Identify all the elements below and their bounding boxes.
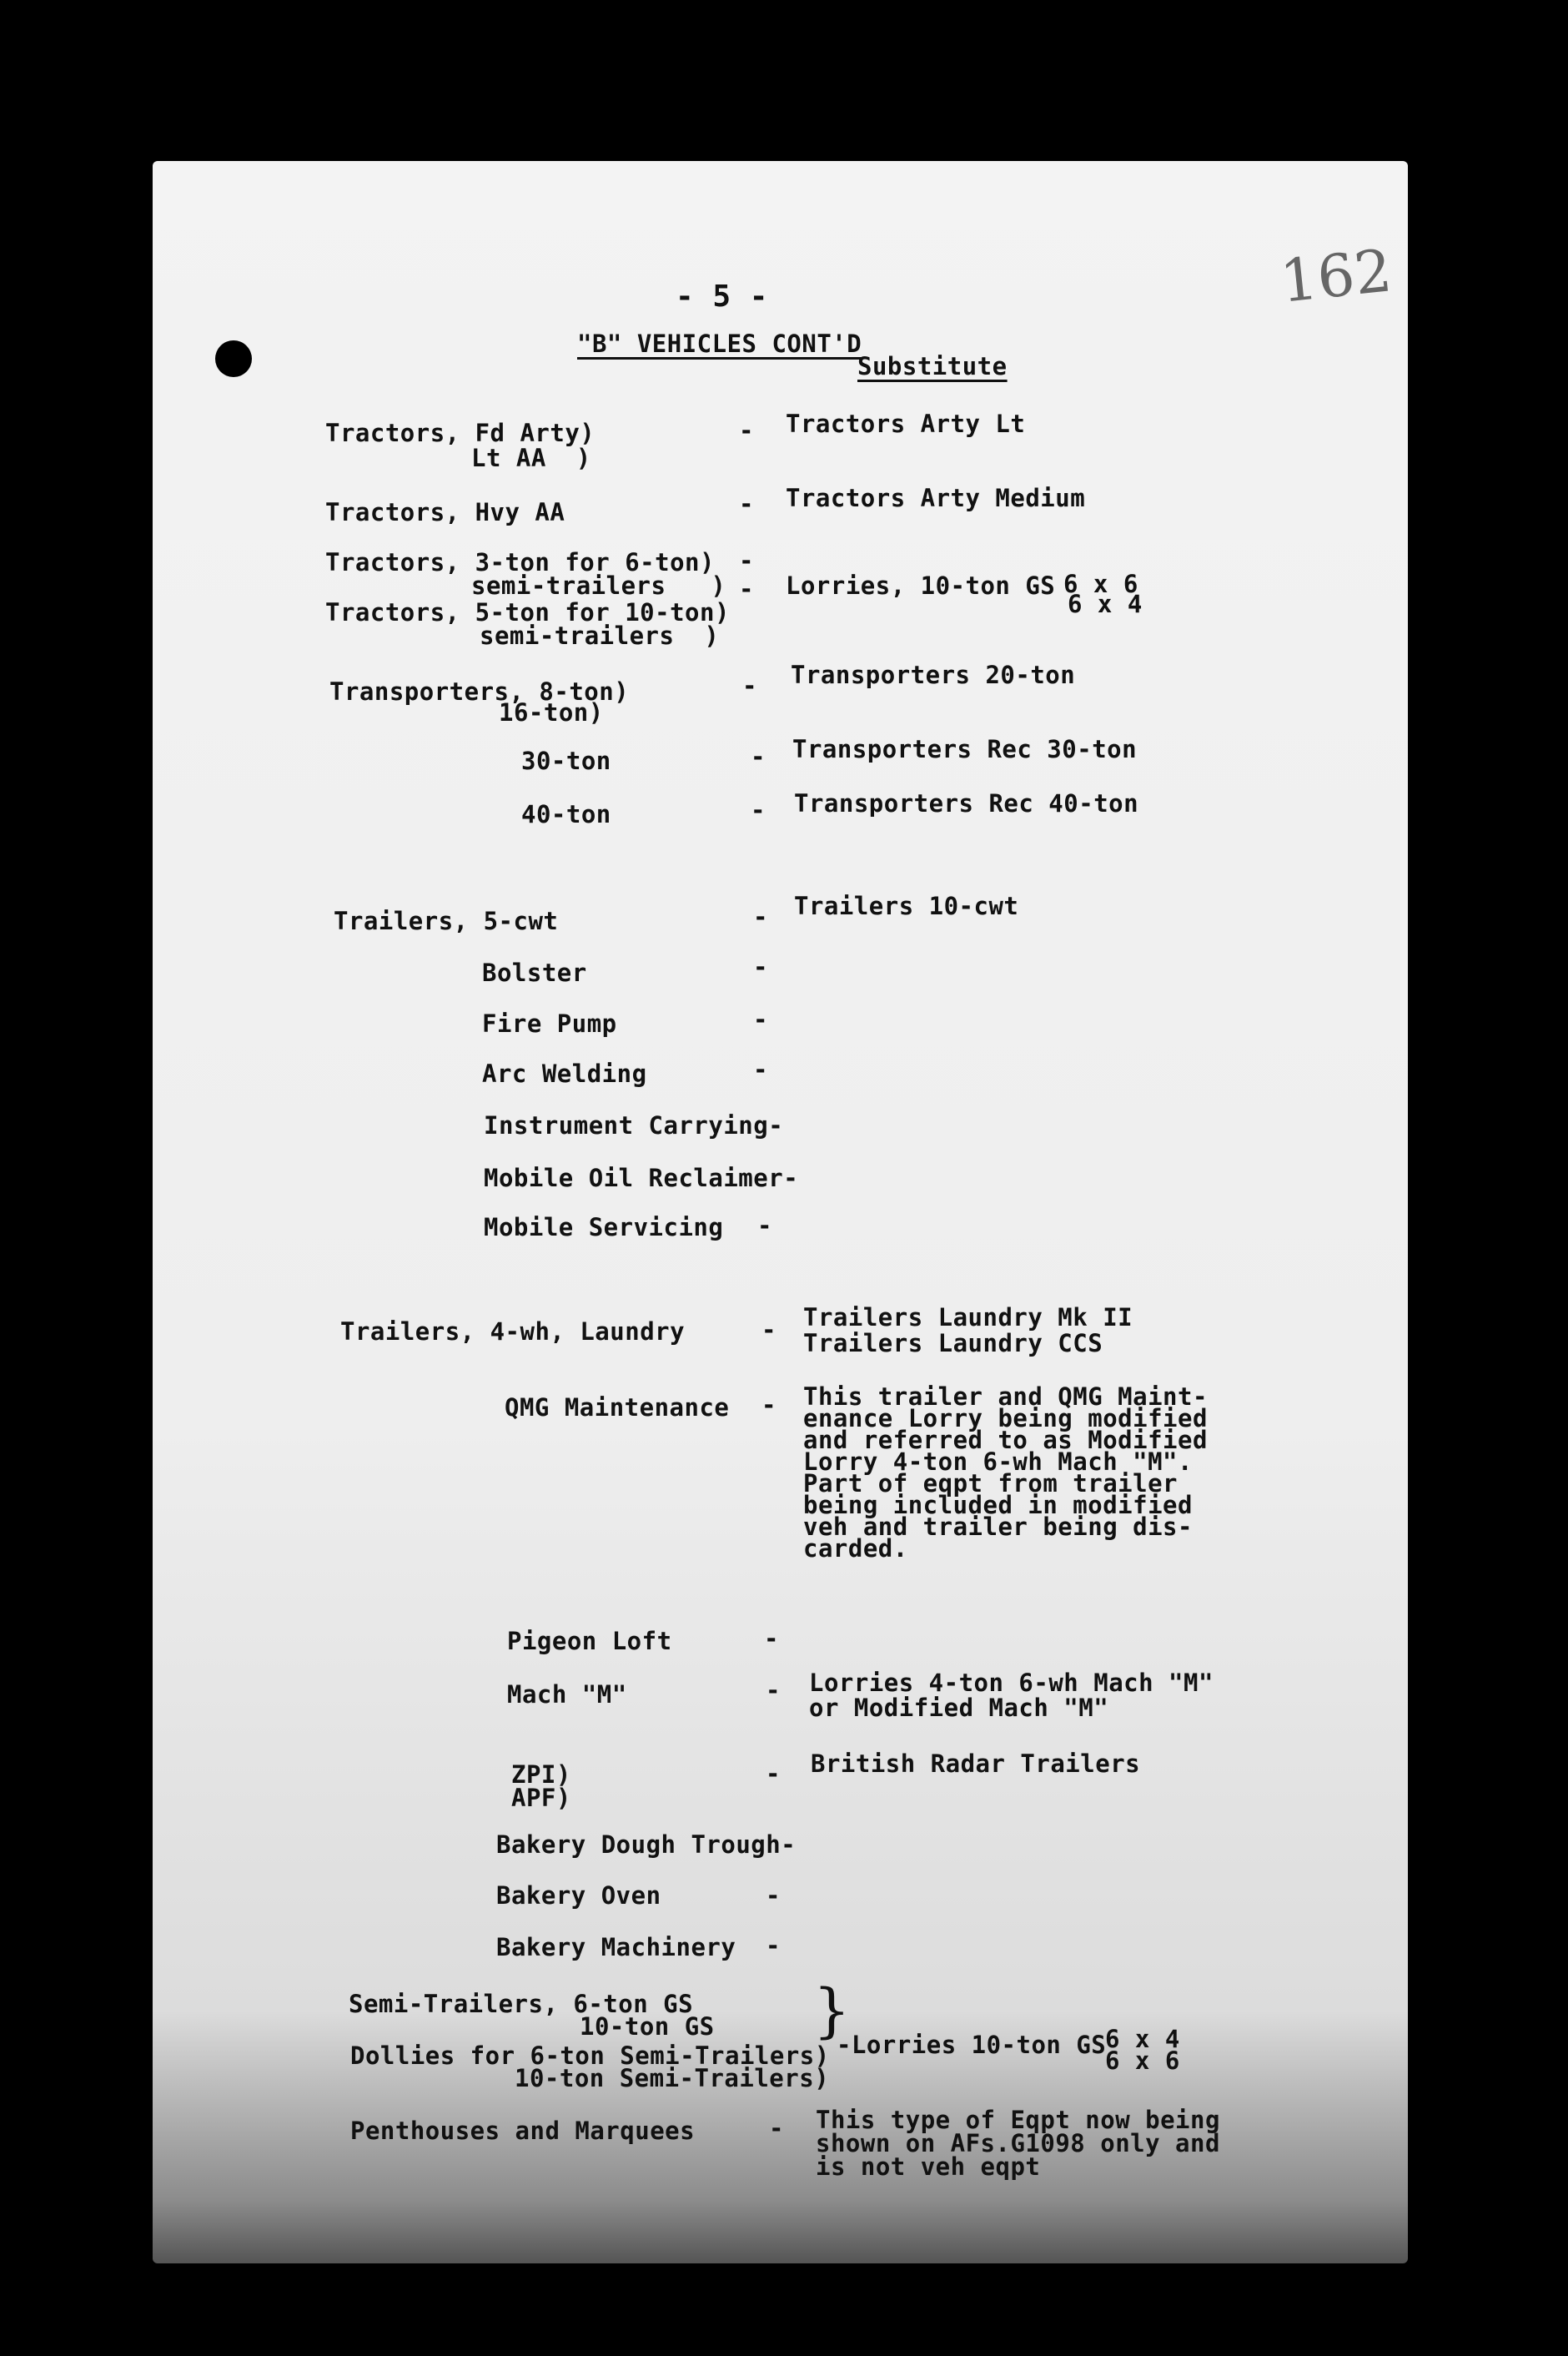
note-line: This trailer and QMG Maint- bbox=[803, 1382, 1208, 1411]
row-dash: - bbox=[766, 1881, 781, 1910]
row-dash: - bbox=[751, 743, 766, 771]
row-right: Transporters Rec 40-ton bbox=[794, 789, 1139, 818]
row-dash: - bbox=[761, 1391, 776, 1419]
row-dash: - bbox=[757, 1211, 772, 1240]
row-right-extra: 6 x 4 bbox=[1068, 590, 1143, 618]
row-right-extra: Trailers Laundry CCS bbox=[803, 1329, 1103, 1357]
row-dash: - bbox=[739, 416, 754, 445]
row-left: Trailers, 4-wh, Laundry bbox=[340, 1317, 686, 1346]
margin-note: 162 bbox=[1277, 236, 1395, 316]
note-line: veh and trailer being dis- bbox=[803, 1513, 1193, 1541]
row-dash: - bbox=[764, 1624, 779, 1653]
row-left: 10-ton Semi-Trailers) bbox=[515, 2064, 830, 2092]
row-left: Bakery Dough Trough- bbox=[496, 1830, 797, 1859]
note-line: is not veh eqpt bbox=[816, 2152, 1041, 2181]
page-number: - 5 - bbox=[676, 279, 768, 314]
section-title: "B" VEHICLES CONT'D bbox=[577, 330, 862, 358]
row-right-extra: or Modified Mach "M" bbox=[809, 1694, 1109, 1722]
row-left: QMG Maintenance bbox=[505, 1393, 730, 1422]
row-left: Mach "M" bbox=[507, 1680, 627, 1709]
note-line: carded. bbox=[803, 1534, 908, 1563]
punch-hole bbox=[215, 340, 252, 377]
row-left: ZPI) bbox=[511, 1760, 571, 1789]
note-line: enance Lorry being modified bbox=[803, 1404, 1208, 1432]
note-line: shown on AFs.G1098 only and bbox=[816, 2129, 1220, 2157]
row-dash: - bbox=[766, 1931, 781, 1960]
row-right: Transporters Rec 30-ton bbox=[792, 735, 1138, 763]
bracket: } bbox=[813, 1976, 851, 2045]
row-left: Bakery Machinery bbox=[496, 1933, 736, 1961]
note-line: This type of Eqpt now being bbox=[816, 2106, 1220, 2134]
row-left: Dollies for 6-ton Semi-Trailers) bbox=[350, 2041, 830, 2070]
row-left: Tractors, Fd Arty) bbox=[325, 419, 596, 447]
row-left: Tractors, Hvy AA bbox=[325, 498, 565, 526]
row-dash: - bbox=[753, 1005, 768, 1034]
row-right-extra: 6 x 4 bbox=[1105, 2025, 1180, 2053]
row-left: Mobile Servicing bbox=[484, 1213, 724, 1241]
row-dash: - bbox=[766, 1759, 781, 1788]
note-line: Lorry 4-ton 6-wh Mach "M". bbox=[803, 1447, 1193, 1476]
row-left: semi-trailers ) bbox=[471, 571, 726, 600]
row-right: Lorries 4-ton 6-wh Mach "M" bbox=[809, 1669, 1214, 1697]
row-left: Trailers, 5-cwt bbox=[334, 907, 559, 935]
row-dash: - bbox=[739, 575, 754, 603]
row-right: Trailers Laundry Mk II bbox=[803, 1303, 1133, 1332]
row-left: Semi-Trailers, 6-ton GS bbox=[349, 1990, 694, 2018]
row-right: -Lorries 10-ton GS bbox=[837, 2031, 1107, 2059]
row-right: Tractors Arty Lt bbox=[786, 410, 1026, 438]
row-left: Tractors, 5-ton for 10-ton) bbox=[325, 598, 730, 627]
row-left: Arc Welding bbox=[482, 1060, 647, 1088]
column-heading: Substitute bbox=[857, 352, 1008, 380]
row-right-extra: 6 x 6 bbox=[1063, 570, 1138, 598]
row-left: Bolster bbox=[482, 959, 587, 987]
row-right: Transporters 20-ton bbox=[791, 661, 1076, 689]
row-dash: - bbox=[753, 903, 768, 931]
row-dash: - bbox=[742, 672, 757, 700]
row-left: Bakery Oven bbox=[496, 1881, 661, 1910]
row-dash: - bbox=[753, 953, 768, 981]
row-left: Instrument Carrying- bbox=[484, 1111, 784, 1140]
note-line: and referred to as Modified bbox=[803, 1426, 1208, 1454]
row-left: APF) bbox=[511, 1784, 571, 1812]
row-left: Pigeon Loft bbox=[507, 1627, 672, 1655]
row-left: 10-ton GS bbox=[580, 2012, 715, 2041]
row-dash: - bbox=[739, 490, 754, 518]
row-left: Lt AA ) bbox=[471, 444, 591, 472]
row-left: Fire Pump bbox=[482, 1009, 617, 1038]
row-left: 40-ton bbox=[521, 800, 611, 828]
row-left: Mobile Oil Reclaimer- bbox=[484, 1164, 799, 1192]
row-left: semi-trailers ) bbox=[480, 622, 720, 650]
row-dash: - bbox=[753, 1055, 768, 1084]
row-left: Tractors, 3-ton for 6-ton) bbox=[325, 548, 715, 576]
row-left: 16-ton) bbox=[499, 698, 604, 727]
note-line: being included in modified bbox=[803, 1491, 1193, 1519]
row-dash: - bbox=[739, 546, 754, 575]
note-line: Part of eqpt from trailer bbox=[803, 1469, 1178, 1498]
row-left: Transporters, 8-ton) bbox=[329, 677, 630, 706]
row-dash: - bbox=[766, 1676, 781, 1704]
row-left: Penthouses and Marquees bbox=[350, 2117, 696, 2145]
row-right: Trailers 10-cwt bbox=[794, 892, 1019, 920]
row-right-extra: 6 x 6 bbox=[1105, 2046, 1180, 2075]
row-left: 30-ton bbox=[521, 747, 611, 775]
row-right: Lorries, 10-ton GS bbox=[786, 571, 1056, 600]
row-dash: - bbox=[751, 796, 766, 824]
row-dash: - bbox=[769, 2114, 784, 2142]
row-right: British Radar Trailers bbox=[811, 1749, 1141, 1778]
row-dash: - bbox=[761, 1316, 776, 1344]
row-right: Tractors Arty Medium bbox=[786, 484, 1086, 512]
